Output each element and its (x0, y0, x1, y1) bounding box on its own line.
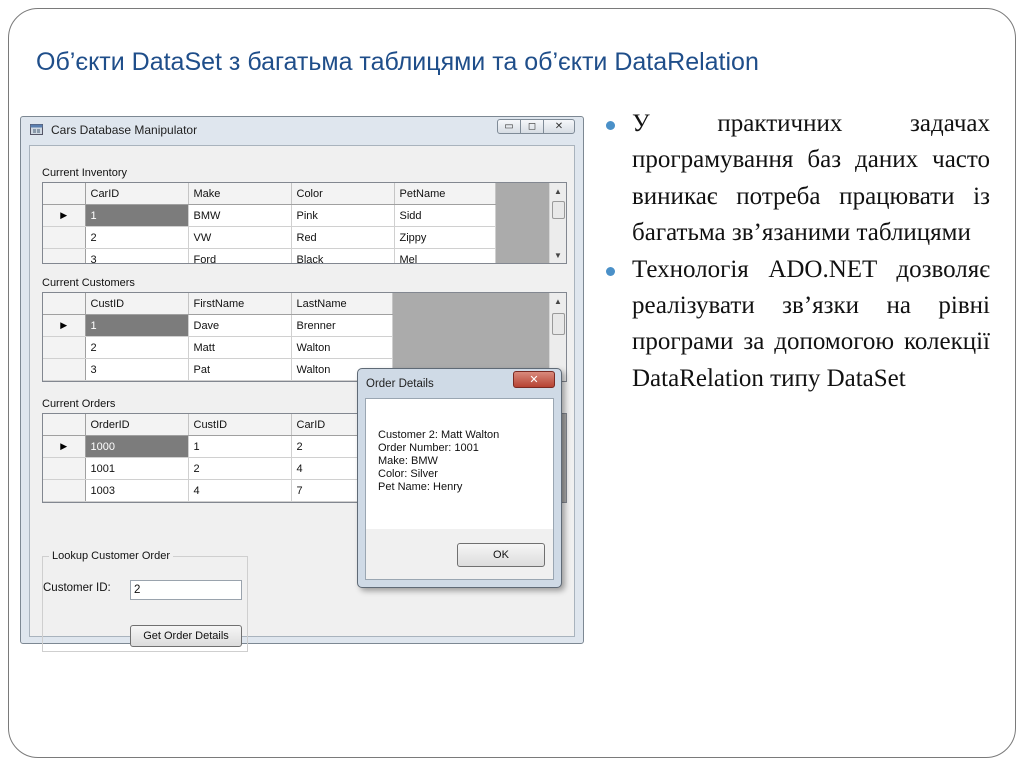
table-cell[interactable]: Dave (188, 314, 291, 336)
table-cell[interactable]: 1001 (85, 457, 188, 479)
message-line: Pet Name: Henry (378, 481, 463, 493)
message-line: Color: Silver (378, 468, 438, 480)
message-line: Order Number: 1001 (378, 442, 479, 454)
close-button[interactable] (543, 119, 575, 134)
ok-button[interactable]: OK (457, 543, 545, 567)
scroll-down-icon[interactable]: ▼ (554, 250, 562, 260)
row-header[interactable] (43, 226, 85, 248)
window-titlebar[interactable] (21, 117, 583, 143)
row-header[interactable] (43, 358, 85, 380)
current-row-arrow-icon: ▶ (60, 210, 68, 220)
close-icon: ✕ (529, 374, 539, 386)
bullet-item (604, 106, 990, 252)
window-title: Cars Database Manipulator (51, 123, 198, 137)
table-cell[interactable]: Zippy (394, 226, 495, 248)
table-cell[interactable]: 2 (188, 457, 291, 479)
minimize-icon: ▭ (504, 121, 514, 132)
inventory-scrollbar[interactable] (549, 183, 566, 263)
table-cell[interactable]: 4 (291, 457, 392, 479)
column-header[interactable]: CustID (85, 293, 188, 314)
customers-table (43, 293, 393, 381)
app-window-icon (30, 124, 43, 135)
table-cell[interactable]: 1003 (85, 479, 188, 501)
table-cell[interactable]: 2 (291, 435, 392, 457)
row-header[interactable] (43, 479, 85, 501)
dialog-body (365, 398, 554, 580)
row-header[interactable] (43, 248, 85, 264)
message-line: Make: BMW (378, 455, 438, 467)
scroll-thumb[interactable] (552, 201, 565, 219)
table-cell[interactable]: 3 (85, 358, 188, 380)
customers-label: Current Customers (42, 277, 135, 289)
table-cell[interactable]: Red (291, 226, 394, 248)
customer-id-label: Customer ID: (43, 582, 111, 594)
bullet-dot-icon (606, 121, 615, 130)
table-cell[interactable]: 2 (85, 226, 188, 248)
table-cell[interactable]: 4 (188, 479, 291, 501)
maximize-icon: ◻ (527, 121, 537, 132)
table-row[interactable] (43, 336, 392, 358)
table-cell[interactable]: 1 (85, 314, 188, 336)
minimize-button[interactable] (497, 119, 521, 134)
table-cell[interactable]: 1 (85, 204, 188, 226)
scroll-up-icon[interactable]: ▲ (554, 296, 562, 306)
scroll-up-icon[interactable]: ▲ (554, 186, 562, 196)
column-header[interactable]: Make (188, 183, 291, 204)
lookup-legend: Lookup Customer Order (49, 550, 173, 562)
row-header[interactable] (43, 457, 85, 479)
dialog-title: Order Details (366, 378, 434, 390)
bullet-dot-icon (606, 267, 615, 276)
table-cell[interactable]: BMW (188, 204, 291, 226)
table-row[interactable] (43, 226, 495, 248)
table-cell[interactable]: Walton (291, 358, 392, 380)
row-header[interactable] (43, 204, 85, 226)
column-header[interactable]: OrderID (85, 414, 188, 435)
table-cell[interactable]: Brenner (291, 314, 392, 336)
table-row[interactable] (43, 435, 392, 457)
table-cell[interactable]: Black (291, 248, 394, 264)
table-row[interactable] (43, 358, 392, 380)
table-cell[interactable]: VW (188, 226, 291, 248)
column-header[interactable]: FirstName (188, 293, 291, 314)
table-row[interactable] (43, 479, 392, 501)
row-header-corner (43, 414, 85, 435)
row-header-corner (43, 293, 85, 314)
inventory-grid[interactable] (42, 182, 567, 264)
table-cell[interactable]: 1 (188, 435, 291, 457)
inventory-label: Current Inventory (42, 167, 127, 179)
slide-title: Об’єкти DataSet з багатьма таблицями та об’єкти DataRelation (36, 48, 759, 76)
table-cell[interactable]: Pink (291, 204, 394, 226)
current-row-arrow-icon: ▶ (60, 441, 68, 451)
get-order-details-button[interactable]: Get Order Details (130, 625, 242, 647)
table-cell[interactable]: 1000 (85, 435, 188, 457)
table-cell[interactable]: Pat (188, 358, 291, 380)
column-header[interactable]: LastName (291, 293, 392, 314)
table-cell[interactable]: 3 (85, 248, 188, 264)
orders-table (43, 414, 393, 502)
row-header-corner (43, 183, 85, 204)
table-cell[interactable]: Ford (188, 248, 291, 264)
row-header[interactable] (43, 336, 85, 358)
message-line: Customer 2: Matt Walton (378, 429, 500, 441)
inventory-table (43, 183, 496, 264)
scroll-thumb[interactable] (552, 313, 565, 335)
customer-id-input[interactable]: 2 (130, 580, 242, 600)
bullet-list (604, 106, 990, 397)
close-icon: ✕ (554, 121, 564, 132)
dialog-close-button[interactable] (513, 371, 555, 388)
row-header[interactable] (43, 435, 85, 457)
column-header[interactable]: CustID (188, 414, 291, 435)
row-header[interactable] (43, 314, 85, 336)
table-cell[interactable]: Walton (291, 336, 392, 358)
order-details-dialog (357, 368, 562, 588)
bullet-text: У практичних задачах програмування баз даних часто виникає потреба працювати із багатьма зв’язаними таблицями (632, 110, 990, 247)
table-row[interactable] (43, 457, 392, 479)
column-header[interactable]: PetName (394, 183, 495, 204)
table-row[interactable] (43, 314, 392, 336)
column-header[interactable]: CarID (291, 414, 392, 435)
bullet-item (604, 252, 990, 398)
table-cell[interactable]: Matt (188, 336, 291, 358)
column-header[interactable]: Color (291, 183, 394, 204)
bullet-text: Технологія ADO.NET дозволяє реалізувати зв’язки на рівні програми за допомогою колекції DataRelation типу DataSet (632, 255, 990, 392)
table-cell[interactable]: Sidd (394, 204, 495, 226)
table-cell[interactable]: Mel (394, 248, 495, 264)
orders-label: Current Orders (42, 398, 116, 410)
column-header[interactable]: CarID (85, 183, 188, 204)
current-row-arrow-icon: ▶ (60, 320, 68, 330)
table-cell[interactable]: 7 (291, 479, 392, 501)
table-row[interactable] (43, 204, 495, 226)
table-cell[interactable]: 2 (85, 336, 188, 358)
order-details-message (378, 429, 499, 494)
maximize-button[interactable] (520, 119, 544, 134)
table-row[interactable] (43, 248, 495, 264)
